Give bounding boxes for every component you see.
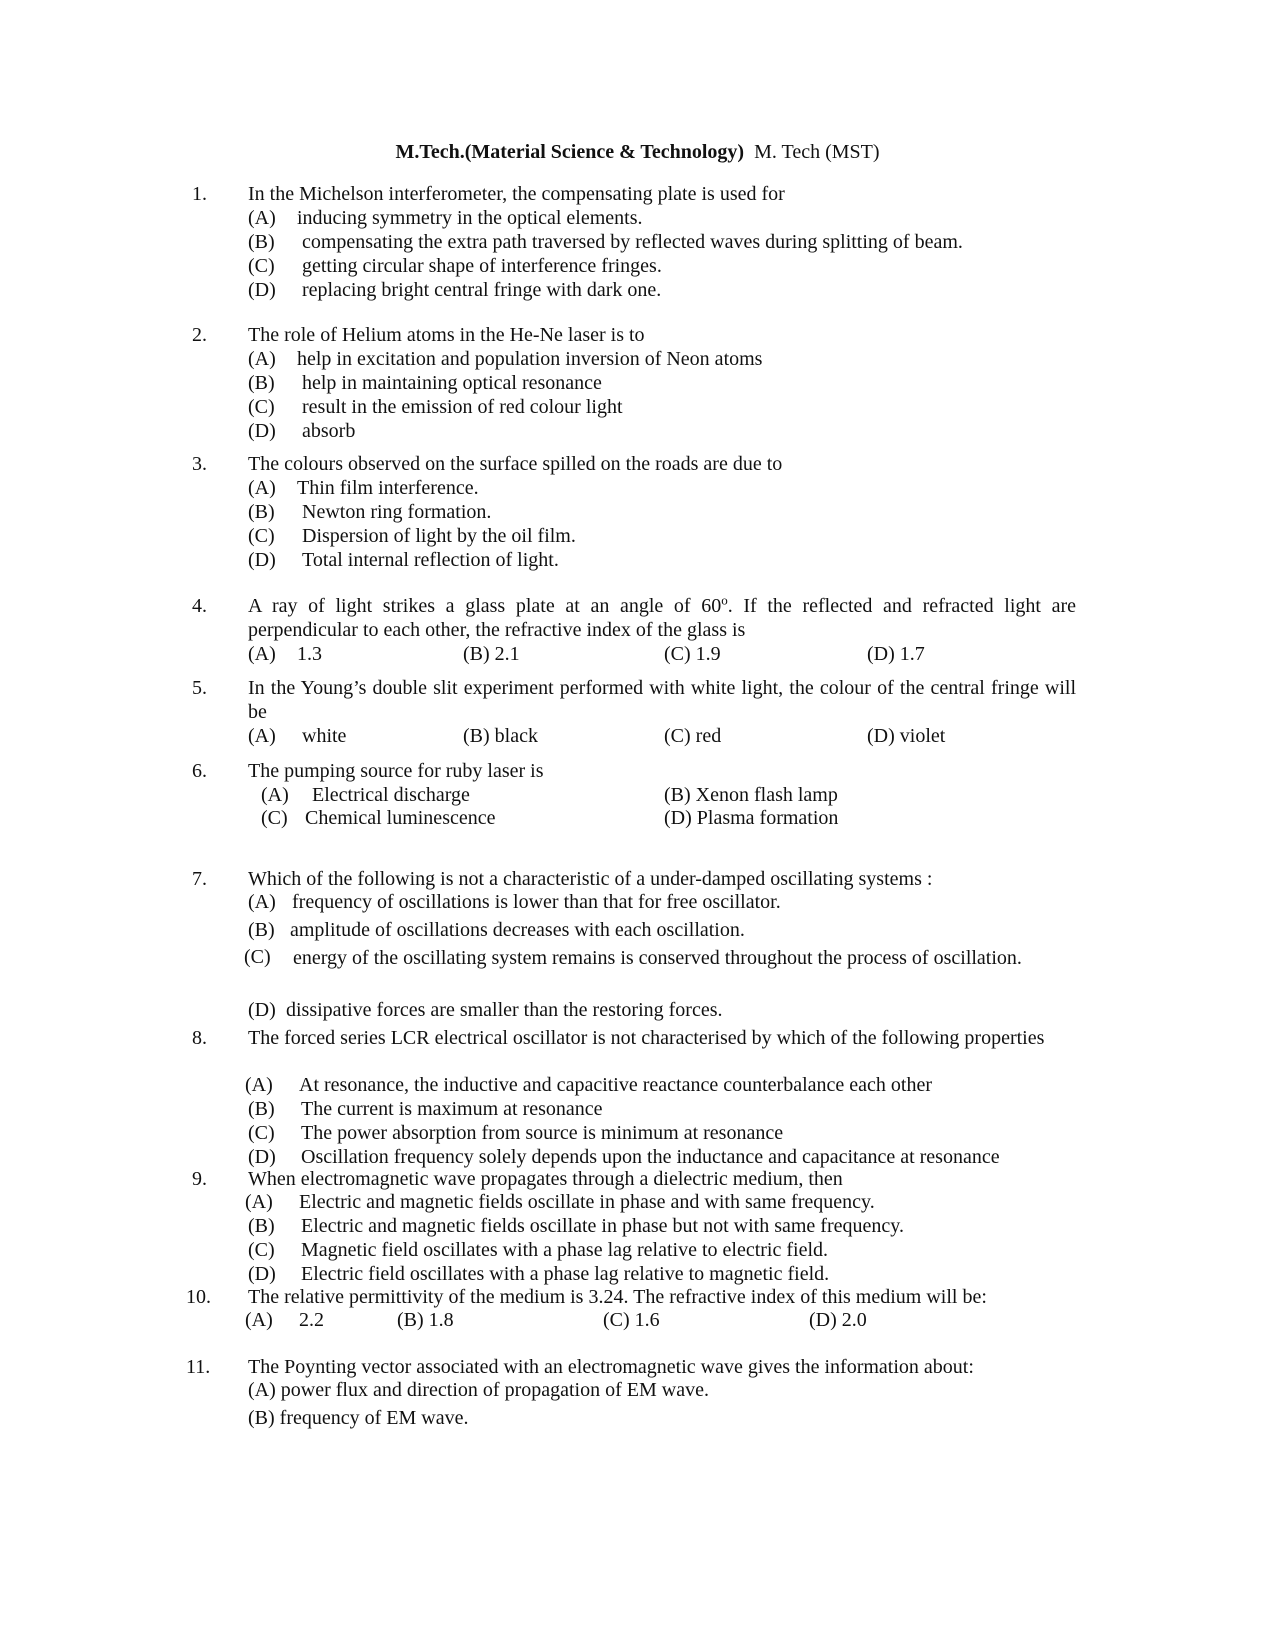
question-number: 7.	[192, 868, 207, 890]
option-a: (A) help in excitation and population inversion of Neon atoms	[248, 348, 763, 370]
option-a: (A) At resonance, the inductive and capacitive reactance counterbalance each other	[245, 1074, 932, 1096]
option-c: (C) 1.9	[664, 643, 721, 665]
option-row	[248, 724, 1076, 748]
option-b: (B) Newton ring formation.	[248, 501, 492, 523]
question-number: 6.	[192, 760, 207, 782]
option-d: (D) Total internal reflection of light.	[248, 549, 559, 571]
question-text: In the Young’s double slit experiment performed with white light, the colour of the central fringe will be	[248, 677, 1076, 723]
option-list	[245, 1190, 1073, 1286]
option-d: (D) 2.0	[809, 1309, 867, 1331]
option-c-label: (C)	[261, 807, 288, 829]
option-b: (B) Electric and magnetic fields oscillate in phase but not with same frequency.	[248, 1215, 904, 1237]
option-a-label: (A)	[245, 1309, 273, 1331]
option-d: (D) Plasma formation	[664, 807, 839, 829]
option-c: (C) result in the emission of red colour light	[248, 396, 623, 418]
option-list	[248, 347, 1076, 443]
question-number: 9.	[192, 1168, 207, 1190]
option-row-2	[248, 806, 1076, 830]
page-title	[0, 140, 1275, 164]
question-text: When electromagnetic wave propagates through a dielectric medium, then	[248, 1168, 843, 1190]
option-d: (D) violet	[867, 725, 946, 747]
option-a-text: white	[302, 725, 347, 747]
option-b: (B) compensating the extra path traversed by reflected waves during splitting of beam.	[248, 231, 963, 253]
question-number: 10.	[186, 1286, 211, 1308]
option-b: (B) Xenon flash lamp	[664, 784, 838, 806]
option-d: (D) 1.7	[867, 643, 925, 665]
option-a: (A) Electric and magnetic fields oscillate in phase and with same frequency.	[245, 1191, 875, 1213]
option-row	[245, 1308, 1076, 1332]
option-a: (A) Thin film interference.	[248, 477, 479, 499]
option-d: (D) replacing bright central fringe with dark one.	[248, 279, 662, 301]
option-c: (C) red	[664, 725, 722, 747]
question-number: 11.	[186, 1356, 211, 1378]
option-b: (B) The current is maximum at resonance	[248, 1098, 603, 1120]
option-a-text: Electrical discharge	[312, 784, 470, 806]
option-c: (C) getting circular shape of interference fringes.	[248, 255, 662, 277]
title-bold: M.Tech.(Material Science & Technology)	[395, 141, 745, 163]
option-c: (C) The power absorption from source is minimum at resonance	[248, 1122, 784, 1144]
option-a: (A) inducing symmetry in the optical elements.	[248, 207, 643, 229]
option-c: (C) Magnetic field oscillates with a phase lag relative to electric field.	[248, 1239, 829, 1261]
option-d: (D) absorb	[248, 420, 356, 442]
option-a-label: (A)	[261, 784, 289, 806]
option-list	[248, 206, 1076, 302]
question-text: In the Michelson interferometer, the compensating plate is used for	[248, 183, 785, 205]
option-d: (D) Oscillation frequency solely depends upon the inductance and capacitance at resonance	[248, 1146, 1000, 1168]
question-text: The relative permittivity of the medium is 3.24. The refractive index of this medium will be:	[248, 1286, 987, 1308]
option-a-text: 1.3	[297, 643, 322, 665]
option-c: (C) Dispersion of light by the oil film.	[248, 525, 576, 547]
option-b: (B) help in maintaining optical resonance	[248, 372, 602, 394]
option-row	[248, 642, 1076, 666]
question-number: 5.	[192, 677, 207, 699]
option-a-label: (A)	[248, 643, 276, 665]
option-a: (A) power flux and direction of propagation of EM wave.	[248, 1379, 709, 1401]
question-text: Which of the following is not a characteristic of a under-damped oscillating systems :	[248, 868, 933, 890]
option-b: (B) amplitude of oscillations decreases with each oscillation.	[248, 919, 745, 941]
option-row-1	[248, 783, 1076, 807]
question-number: 8.	[192, 1027, 207, 1049]
option-b: (B) frequency of EM wave.	[248, 1407, 469, 1429]
question-text: The role of Helium atoms in the He-Ne laser is to	[248, 324, 645, 346]
option-a: (A) frequency of oscillations is lower than that for free oscillator.	[248, 891, 781, 913]
option-d: (D) Electric field oscillates with a phase lag relative to magnetic field.	[248, 1263, 830, 1285]
option-c-text: Chemical luminescence	[305, 807, 496, 829]
option-c: (C) 1.6	[603, 1309, 660, 1331]
question-text: The colours observed on the surface spilled on the roads are due to	[248, 453, 783, 475]
option-b: (B) 1.8	[397, 1309, 454, 1331]
option-a-label: (A)	[248, 725, 276, 747]
question-text: The Poynting vector associated with an electromagnetic wave gives the information about:	[248, 1356, 974, 1378]
option-list	[248, 476, 1076, 572]
question-text: The pumping source for ruby laser is	[248, 760, 544, 782]
title-plain: M. Tech (MST)	[754, 141, 880, 163]
question-number: 1.	[192, 183, 207, 205]
option-d: (D) dissipative forces are smaller than the restoring forces.	[248, 999, 723, 1021]
question-number: 4.	[192, 595, 207, 617]
option-c: (C) energy of the oscillating system remains is conserved throughout the process of oscillation.	[244, 946, 1022, 969]
option-b: (B) 2.1	[463, 643, 520, 665]
option-a-text: 2.2	[299, 1309, 324, 1331]
question-number: 2.	[192, 324, 207, 346]
option-list	[245, 1073, 1073, 1169]
question-number: 3.	[192, 453, 207, 475]
question-text: A ray of light strikes a glass plate at an angle of 60$^o$. If the reflected and refracted light are perpendicular to each other, the refractive index of the glass is	[248, 592, 1076, 641]
question-text: The forced series LCR electrical oscillator is not characterised by which of the following properties	[248, 1027, 1045, 1049]
option-b: (B) black	[463, 725, 538, 747]
